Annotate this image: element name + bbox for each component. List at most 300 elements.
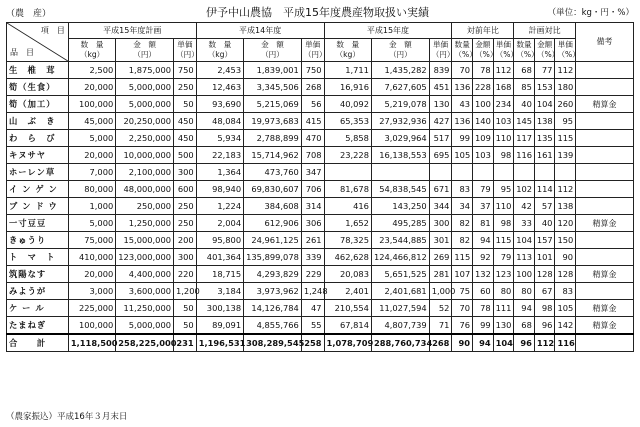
value-cell: 2,453 <box>196 62 243 79</box>
value-cell <box>514 164 535 181</box>
group-header-yoy: 対前年比 <box>452 23 514 39</box>
value-cell: 89,091 <box>196 317 243 335</box>
value-cell: 12,463 <box>196 79 243 96</box>
value-cell: 220 <box>174 266 197 283</box>
value-cell: 14,126,784 <box>244 300 302 317</box>
product-name: ケ ー ル <box>7 300 69 317</box>
value-cell: 140 <box>473 113 494 130</box>
value-cell: 4,293,829 <box>244 266 302 283</box>
value-cell: 161 <box>534 147 555 164</box>
corner-item-label: 項 目 <box>40 26 65 35</box>
value-cell: 258,225,000 <box>116 334 174 352</box>
table-row <box>7 249 634 266</box>
value-cell <box>371 164 429 181</box>
group-header-h14: 平成14年度 <box>196 23 324 39</box>
value-cell: 839 <box>429 62 452 79</box>
note-cell <box>576 283 634 300</box>
value-cell: 135,899,078 <box>244 249 302 266</box>
value-cell: 1,250,000 <box>116 215 174 232</box>
value-cell: 70 <box>452 62 473 79</box>
value-cell: 81,678 <box>324 181 371 198</box>
value-cell <box>555 164 576 181</box>
value-cell: 69,830,607 <box>244 181 302 198</box>
subheader-ratio-amt: 金額 （%） <box>534 39 555 62</box>
value-cell: 136 <box>452 113 473 130</box>
subheader-unit: 単価 （円） <box>174 39 197 62</box>
value-cell: 23,228 <box>324 147 371 164</box>
table-row <box>7 266 634 283</box>
value-cell: 20,083 <box>324 266 371 283</box>
note-cell <box>576 181 634 198</box>
value-cell: 115 <box>452 249 473 266</box>
value-cell: 78 <box>473 62 494 79</box>
value-cell: 20,000 <box>68 266 115 283</box>
value-cell: 300,138 <box>196 300 243 317</box>
value-cell: 93,690 <box>196 96 243 113</box>
value-cell: 401,364 <box>196 249 243 266</box>
value-cell: 250 <box>174 198 197 215</box>
value-cell: 132 <box>473 266 494 283</box>
value-cell: 384,608 <box>244 198 302 215</box>
corner-header <box>7 23 69 62</box>
value-cell: 410,000 <box>68 249 115 266</box>
value-cell: 4,400,000 <box>116 266 174 283</box>
value-cell: 268 <box>301 79 324 96</box>
value-cell: 470 <box>301 130 324 147</box>
value-cell: 4,855,766 <box>244 317 302 335</box>
value-cell: 3,029,964 <box>371 130 429 147</box>
value-cell: 42 <box>514 198 535 215</box>
value-cell: 5,000,000 <box>116 317 174 335</box>
value-cell: 600 <box>174 181 197 198</box>
value-cell: 20,250,000 <box>116 113 174 130</box>
value-cell: 1,435,282 <box>371 62 429 79</box>
unit-note: （単位：kg・円・%） <box>547 8 634 18</box>
value-cell: 128 <box>534 266 555 283</box>
value-cell <box>429 164 452 181</box>
value-cell: 83 <box>452 181 473 198</box>
value-cell: 1,000 <box>68 198 115 215</box>
value-cell: 708 <box>301 147 324 164</box>
value-cell: 1,875,000 <box>116 62 174 79</box>
value-cell: 228 <box>473 79 494 96</box>
value-cell: 114 <box>534 181 555 198</box>
value-cell: 101 <box>534 249 555 266</box>
subheader-unit: 単価 （円） <box>429 39 452 62</box>
value-cell <box>493 164 514 181</box>
value-cell: 250 <box>174 215 197 232</box>
product-name: 筑陽なす <box>7 266 69 283</box>
value-cell: 1,248 <box>301 283 324 300</box>
value-cell: 96 <box>514 334 535 352</box>
value-cell: 100,000 <box>68 96 115 113</box>
value-cell: 7,627,605 <box>371 79 429 96</box>
value-cell: 1,652 <box>324 215 371 232</box>
value-cell: 500 <box>174 147 197 164</box>
value-cell: 1,118,500 <box>68 334 115 352</box>
value-cell: 4,807,739 <box>371 317 429 335</box>
value-cell: 90 <box>555 249 576 266</box>
value-cell: 103 <box>493 113 514 130</box>
note-cell: 精算金 <box>576 215 634 232</box>
product-name: キヌサヤ <box>7 147 69 164</box>
value-cell: 135 <box>534 130 555 147</box>
value-cell: 113 <box>514 249 535 266</box>
value-cell: 95 <box>555 113 576 130</box>
value-cell: 136 <box>452 79 473 96</box>
value-cell: 70 <box>452 300 473 317</box>
value-cell <box>473 164 494 181</box>
value-cell: 96 <box>534 317 555 335</box>
value-cell: 2,100,000 <box>116 164 174 181</box>
value-cell: 19,973,683 <box>244 113 302 130</box>
value-cell: 99 <box>452 130 473 147</box>
value-cell: 1,200 <box>174 283 197 300</box>
value-cell: 306 <box>301 215 324 232</box>
value-cell: 473,760 <box>244 164 302 181</box>
note-cell <box>576 113 634 130</box>
value-cell: 517 <box>429 130 452 147</box>
value-cell: 37 <box>473 198 494 215</box>
value-cell: 450 <box>174 113 197 130</box>
value-cell: 258 <box>301 334 324 352</box>
table-body <box>7 62 634 352</box>
value-cell: 78,325 <box>324 232 371 249</box>
value-cell: 200 <box>174 232 197 249</box>
product-name: 合 計 <box>7 334 69 352</box>
value-cell: 45,000 <box>68 113 115 130</box>
product-name: わ ら び <box>7 130 69 147</box>
product-name: みようが <box>7 283 69 300</box>
subheader-ratio-unit: 単価 （%） <box>555 39 576 62</box>
note-cell <box>576 334 634 352</box>
value-cell: 111 <box>493 300 514 317</box>
value-cell: 116 <box>555 334 576 352</box>
value-cell: 95,800 <box>196 232 243 249</box>
table-row <box>7 317 634 335</box>
group-header-h15: 平成15年度 <box>324 23 452 39</box>
value-cell: 15,714,962 <box>244 147 302 164</box>
value-cell: 2,004 <box>196 215 243 232</box>
value-cell: 11,250,000 <box>116 300 174 317</box>
value-cell: 109 <box>473 130 494 147</box>
value-cell: 3,345,506 <box>244 79 302 96</box>
value-cell: 24,961,125 <box>244 232 302 249</box>
value-cell: 33 <box>514 215 535 232</box>
value-cell: 98 <box>493 215 514 232</box>
value-cell: 1,196,531 <box>196 334 243 352</box>
value-cell: 250 <box>174 79 197 96</box>
note-cell <box>576 147 634 164</box>
value-cell: 269 <box>429 249 452 266</box>
value-cell: 50 <box>174 317 197 335</box>
value-cell: 110 <box>493 130 514 147</box>
value-cell: 40 <box>534 215 555 232</box>
note-cell <box>576 130 634 147</box>
note-cell <box>576 164 634 181</box>
value-cell: 229 <box>301 266 324 283</box>
value-cell: 495,285 <box>371 215 429 232</box>
table-row <box>7 198 634 215</box>
value-cell: 143,250 <box>371 198 429 215</box>
value-cell: 85 <box>514 79 535 96</box>
value-cell: 300 <box>174 164 197 181</box>
value-cell: 50 <box>174 96 197 113</box>
value-cell: 339 <box>301 249 324 266</box>
value-cell: 105 <box>555 300 576 317</box>
value-cell: 130 <box>429 96 452 113</box>
note-cell <box>576 79 634 96</box>
value-cell: 268 <box>429 334 452 352</box>
value-cell: 81 <box>473 215 494 232</box>
table-row <box>7 113 634 130</box>
value-cell: 695 <box>429 147 452 164</box>
value-cell: 7,000 <box>68 164 115 181</box>
value-cell: 100 <box>514 266 535 283</box>
value-cell: 10,000,000 <box>116 147 174 164</box>
value-cell: 55 <box>301 317 324 335</box>
value-cell <box>534 164 555 181</box>
value-cell: 92 <box>473 249 494 266</box>
value-cell: 612,906 <box>244 215 302 232</box>
value-cell: 68 <box>514 62 535 79</box>
value-cell: 1,364 <box>196 164 243 181</box>
value-cell: 5,858 <box>324 130 371 147</box>
value-cell: 260 <box>555 96 576 113</box>
table-row <box>7 164 634 181</box>
payment-note: （農家振込）平成16年３月末日 <box>6 412 128 422</box>
subheader-amt: 金 額 （円） <box>116 39 174 62</box>
value-cell: 16,138,553 <box>371 147 429 164</box>
value-cell: 750 <box>301 62 324 79</box>
value-cell: 210,554 <box>324 300 371 317</box>
value-cell: 83 <box>555 283 576 300</box>
value-cell: 2,788,899 <box>244 130 302 147</box>
value-cell: 27,932,936 <box>371 113 429 130</box>
group-header-plan: 平成15年度計画 <box>68 23 196 39</box>
value-cell: 15,000,000 <box>116 232 174 249</box>
value-cell: 123,000,000 <box>116 249 174 266</box>
value-cell: 462,628 <box>324 249 371 266</box>
value-cell: 80 <box>514 283 535 300</box>
table-row <box>7 79 634 96</box>
value-cell: 67 <box>534 283 555 300</box>
value-cell: 105 <box>452 147 473 164</box>
value-cell: 5,219,078 <box>371 96 429 113</box>
note-cell: 精算金 <box>576 266 634 283</box>
value-cell: 301 <box>429 232 452 249</box>
value-cell: 57 <box>534 198 555 215</box>
value-cell: 261 <box>301 232 324 249</box>
value-cell: 234 <box>493 96 514 113</box>
value-cell: 40 <box>514 96 535 113</box>
value-cell: 180 <box>555 79 576 96</box>
corner-product-label: 品 目 <box>10 48 34 57</box>
value-cell: 288,760,734 <box>371 334 429 352</box>
value-cell: 18,715 <box>196 266 243 283</box>
value-cell: 11,027,594 <box>371 300 429 317</box>
subheader-ratio-amt: 金額 （%） <box>473 39 494 62</box>
value-cell: 1,839,001 <box>244 62 302 79</box>
value-cell: 347 <box>301 164 324 181</box>
value-cell: 138 <box>555 198 576 215</box>
value-cell: 98,940 <box>196 181 243 198</box>
value-cell: 5,000,000 <box>116 79 174 96</box>
value-cell: 95 <box>493 181 514 198</box>
value-cell: 60 <box>473 283 494 300</box>
subheader-row <box>7 39 634 62</box>
value-cell: 706 <box>301 181 324 198</box>
value-cell: 20,000 <box>68 147 115 164</box>
results-table <box>6 22 634 352</box>
note-header: 備考 <box>576 23 634 62</box>
note-cell: 精算金 <box>576 300 634 317</box>
group-header-vs-plan: 計画対比 <box>514 23 576 39</box>
product-name: 筍（生食） <box>7 79 69 96</box>
subheader-amt: 金 額 （円） <box>244 39 302 62</box>
value-cell: 314 <box>301 198 324 215</box>
value-cell: 68 <box>514 317 535 335</box>
note-cell <box>576 198 634 215</box>
value-cell: 112 <box>534 334 555 352</box>
value-cell: 142 <box>555 317 576 335</box>
product-name: イ ン ゲ ン <box>7 181 69 198</box>
table-row <box>7 283 634 300</box>
table-row <box>7 62 634 79</box>
value-cell: 100,000 <box>68 317 115 335</box>
table-row <box>7 300 634 317</box>
value-cell: 427 <box>429 113 452 130</box>
product-name: 山 ぶ き <box>7 113 69 130</box>
value-cell: 94 <box>473 334 494 352</box>
value-cell: 281 <box>429 266 452 283</box>
table-row <box>7 130 634 147</box>
value-cell <box>324 164 371 181</box>
value-cell: 250,000 <box>116 198 174 215</box>
value-cell: 450 <box>174 130 197 147</box>
value-cell: 128 <box>555 266 576 283</box>
value-cell: 451 <box>429 79 452 96</box>
value-cell: 300 <box>174 249 197 266</box>
value-cell: 145 <box>514 113 535 130</box>
product-name: 生 椎 茸 <box>7 62 69 79</box>
table-row <box>7 147 634 164</box>
table-row <box>7 96 634 113</box>
value-cell: 56 <box>301 96 324 113</box>
value-cell: 1,711 <box>324 62 371 79</box>
value-cell: 750 <box>174 62 197 79</box>
value-cell: 34 <box>452 198 473 215</box>
value-cell: 308,289,545 <box>244 334 302 352</box>
value-cell: 157 <box>534 232 555 249</box>
value-cell: 20,000 <box>68 79 115 96</box>
value-cell: 104 <box>514 232 535 249</box>
document-header <box>6 4 634 20</box>
value-cell: 76 <box>452 317 473 335</box>
value-cell: 116 <box>514 147 535 164</box>
note-cell <box>576 62 634 79</box>
value-cell: 415 <box>301 113 324 130</box>
value-cell: 2,500 <box>68 62 115 79</box>
value-cell: 112 <box>555 181 576 198</box>
value-cell: 139 <box>555 147 576 164</box>
value-cell: 2,250,000 <box>116 130 174 147</box>
product-name: 一寸豆豆 <box>7 215 69 232</box>
value-cell <box>452 164 473 181</box>
note-cell <box>576 232 634 249</box>
value-cell: 153 <box>534 79 555 96</box>
table-row <box>7 232 634 249</box>
value-cell: 43 <box>452 96 473 113</box>
product-name: ト マ ト <box>7 249 69 266</box>
value-cell: 416 <box>324 198 371 215</box>
value-cell: 102 <box>514 181 535 198</box>
subheader-unit: 単価 （円） <box>301 39 324 62</box>
value-cell: 112 <box>555 62 576 79</box>
value-cell: 107 <box>452 266 473 283</box>
value-cell: 110 <box>493 198 514 215</box>
value-cell: 94 <box>514 300 535 317</box>
value-cell: 2,401 <box>324 283 371 300</box>
product-name: きゅうり <box>7 232 69 249</box>
value-cell: 75,000 <box>68 232 115 249</box>
table-row <box>7 181 634 198</box>
value-cell: 124,466,812 <box>371 249 429 266</box>
note-cell: 精算金 <box>576 96 634 113</box>
value-cell: 231 <box>174 334 197 352</box>
value-cell: 98 <box>493 147 514 164</box>
value-cell: 71 <box>429 317 452 335</box>
total-row <box>7 334 634 352</box>
value-cell: 104 <box>493 334 514 352</box>
value-cell: 3,600,000 <box>116 283 174 300</box>
value-cell: 130 <box>493 317 514 335</box>
value-cell: 5,000 <box>68 215 115 232</box>
value-cell: 103 <box>473 147 494 164</box>
value-cell: 52 <box>429 300 452 317</box>
value-cell: 99 <box>473 317 494 335</box>
value-cell: 1,224 <box>196 198 243 215</box>
subheader-qty: 数 量 （kg） <box>196 39 243 62</box>
subheader-qty: 数 量 （kg） <box>68 39 115 62</box>
subheader-ratio-unit: 単価 （%） <box>493 39 514 62</box>
value-cell: 22,183 <box>196 147 243 164</box>
value-cell: 138 <box>534 113 555 130</box>
value-cell: 112 <box>493 62 514 79</box>
note-cell: 精算金 <box>576 317 634 335</box>
value-cell: 344 <box>429 198 452 215</box>
value-cell: 115 <box>555 130 576 147</box>
value-cell: 82 <box>452 232 473 249</box>
value-cell: 225,000 <box>68 300 115 317</box>
document-title: 伊予中山農協 平成15年度農産物取扱い実績 <box>206 6 429 19</box>
value-cell: 1,078,709 <box>324 334 371 352</box>
value-cell: 300 <box>429 215 452 232</box>
value-cell: 3,184 <box>196 283 243 300</box>
value-cell: 67,814 <box>324 317 371 335</box>
value-cell: 2,401,681 <box>371 283 429 300</box>
value-cell: 5,215,069 <box>244 96 302 113</box>
value-cell: 5,000,000 <box>116 96 174 113</box>
value-cell: 150 <box>555 232 576 249</box>
value-cell: 5,934 <box>196 130 243 147</box>
value-cell: 48,084 <box>196 113 243 130</box>
product-name: 筍（加工） <box>7 96 69 113</box>
value-cell: 90 <box>452 334 473 352</box>
value-cell: 47 <box>301 300 324 317</box>
subheader-ratio-qty: 数量 （%） <box>514 39 535 62</box>
value-cell: 3,000 <box>68 283 115 300</box>
